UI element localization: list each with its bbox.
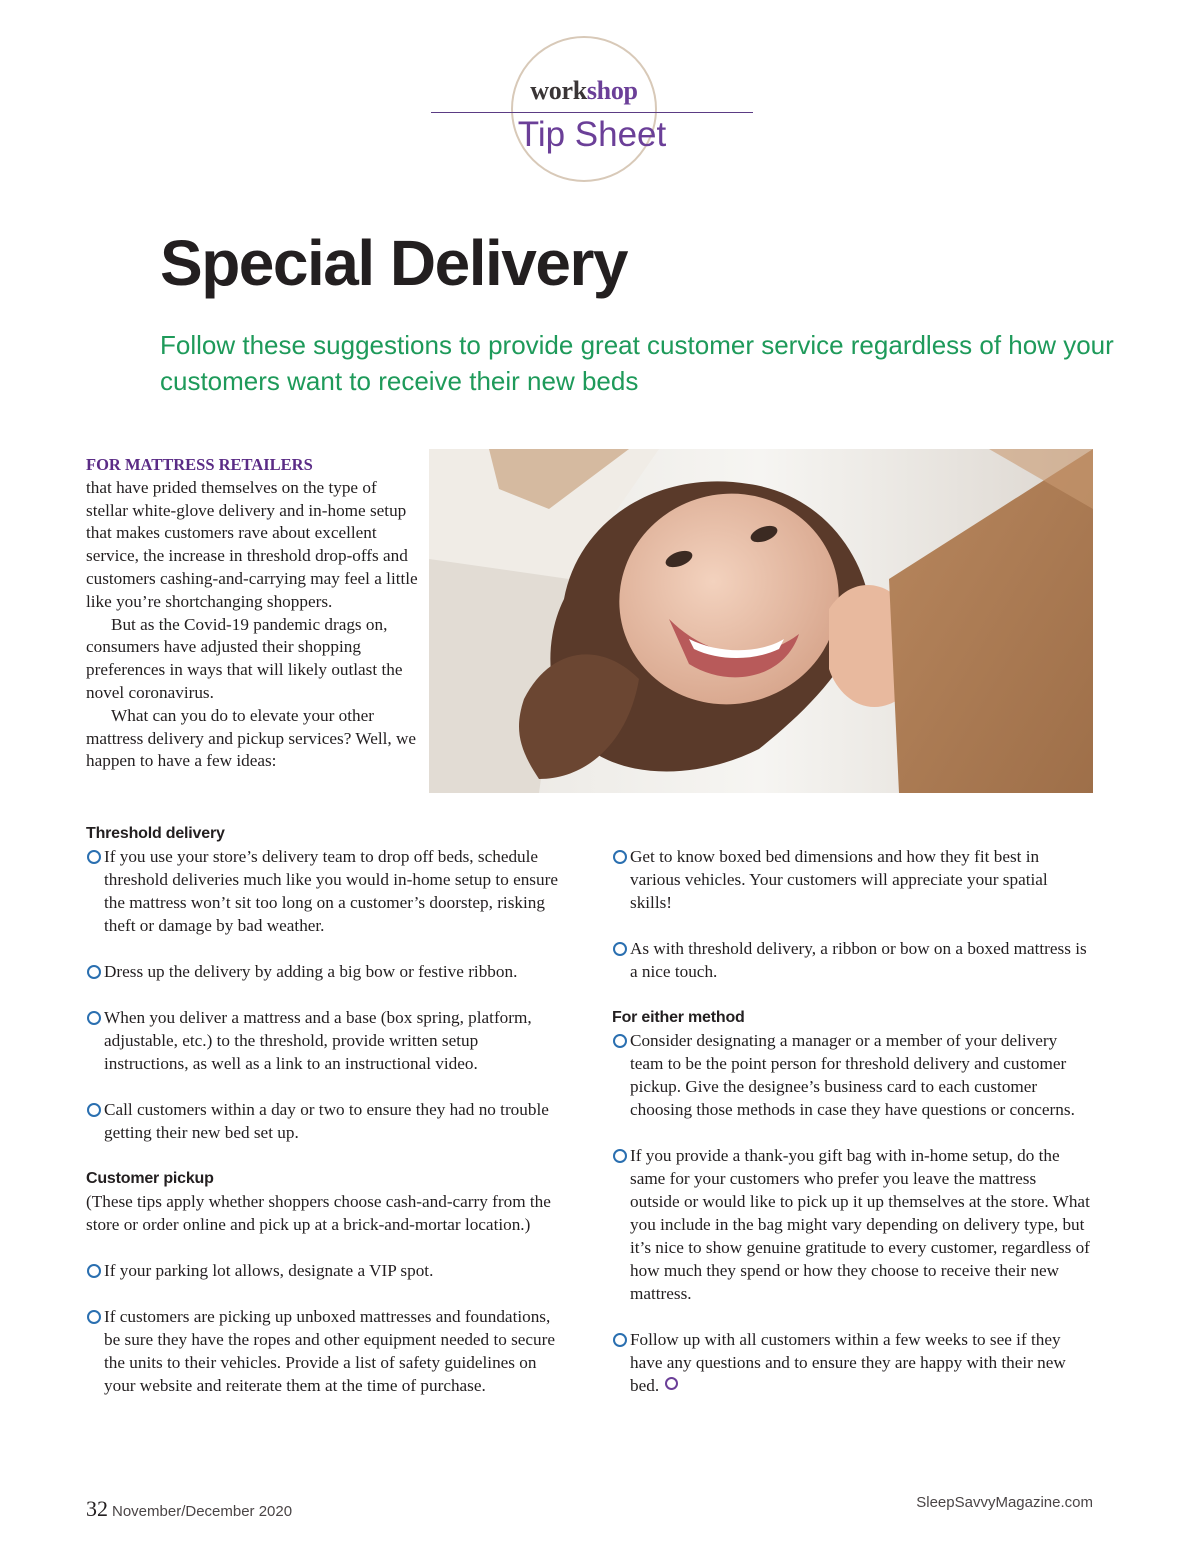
bullet-circle-icon (613, 1149, 627, 1163)
tip-text: As with threshold delivery, a ribbon or bow on a boxed mattress is a nice touch. (630, 939, 1087, 981)
bullet-circle-icon (613, 1034, 627, 1048)
bullet-circle-icon (87, 1103, 101, 1117)
section-heading-either: For either method (612, 1009, 745, 1026)
intro-paragraph-1: that have prided themselves on the type of stellar white-glove delivery and in-home setup that makes customers rave about excellent service, the increase in threshold drop-offs and customers cashing-and-carrying may feel a little like you’re shortchanging shoppers. (86, 477, 418, 611)
tip-text: Call customers within a day or two to ensure they had no trouble getting their new bed set up. (104, 1100, 549, 1142)
tip-text: Dress up the delivery by adding a big bow or festive ribbon. (104, 962, 518, 981)
section-heading-threshold: Threshold delivery (86, 825, 225, 842)
intro-paragraph-3: What can you do to elevate your other mattress delivery and pickup services? Well, we happen to have a few ideas: (86, 705, 417, 771)
section-heading-pickup: Customer pickup (86, 1170, 214, 1187)
bullet-circle-icon (87, 965, 101, 979)
tip-text: Get to know boxed bed dimensions and how they fit best in various vehicles. Your customers will appreciate your spatial skills! (630, 847, 1048, 912)
list-item (86, 845, 564, 937)
list-item (86, 1259, 564, 1282)
tip-text: If customers are picking up unboxed mattresses and foundations, be sure they have the ropes and other equipment needed to secure the units to their vehicles. Provide a list of safety guidelines on your website and reiterate them at the time of purchase. (104, 1307, 555, 1395)
tip-text: When you deliver a mattress and a base (box spring, platform, adjustable, etc.) to the threshold, provide written setup instructions, as well as a link to an instructional video. (104, 1008, 532, 1073)
badge-rule (431, 112, 753, 113)
bullet-circle-icon (87, 850, 101, 864)
workshop-badge-ring (511, 36, 657, 182)
workshop-label-shop: shop (586, 76, 638, 105)
list-item (612, 1328, 1090, 1397)
list-item (612, 845, 1090, 914)
end-mark-icon (665, 1377, 678, 1390)
list-item (612, 1029, 1090, 1121)
bullet-circle-icon (87, 1310, 101, 1324)
intro-lead: FOR MATTRESS RETAILERS (86, 455, 313, 474)
bullet-circle-icon (613, 1333, 627, 1347)
woman-with-box-photo (429, 449, 1093, 793)
bullet-circle-icon (87, 1011, 101, 1025)
bullet-circle-icon (613, 850, 627, 864)
bullet-circle-icon (87, 1264, 101, 1278)
page-title: Special Delivery (160, 227, 627, 299)
intro-text (86, 454, 418, 773)
list-item (86, 960, 564, 983)
page-folio (86, 1496, 292, 1522)
workshop-label-work: work (530, 76, 587, 105)
photo-illustration (429, 449, 1093, 793)
bullet-circle-icon (613, 942, 627, 956)
pickup-note: (These tips apply whether shoppers choose cash-and-carry from the store or order online and pick up at a brick-and-mortar location.) (86, 1192, 551, 1234)
magazine-website: SleepSavvyMagazine.com (916, 1494, 1093, 1511)
page-subtitle: Follow these suggestions to provide great customer service regardless of how your customers want to receive their new beds (160, 330, 1114, 396)
list-item (86, 1305, 564, 1397)
left-column (86, 822, 564, 1397)
intro-paragraph-2: But as the Covid-19 pandemic drags on, consumers have adjusted their shopping preferences in ways that will likely outlast the novel coronavirus. (86, 614, 403, 702)
tip-text: Follow up with all customers within a few weeks to see if they have any questions and to ensure they are happy with their new bed. (630, 1330, 1066, 1395)
tip-text: Consider designating a manager or a member of your delivery team to be the point person for threshold delivery and customer pickup. Give the designee’s business card to each customer choosing those methods in case they have questions or concerns. (630, 1031, 1075, 1119)
tip-text: If you use your store’s delivery team to drop off beds, schedule threshold deliveries much like you would in-home setup to ensure the mattress won’t sit too long on a customer’s doorstep, risking theft or damage by bad weather. (104, 847, 558, 935)
list-item (86, 1098, 564, 1144)
list-item (612, 937, 1090, 983)
tip-sheet-label: Tip Sheet (517, 115, 667, 154)
issue-date: November/December 2020 (112, 1503, 293, 1520)
tip-text: If you provide a thank-you gift bag with in-home setup, do the same for your customers who prefer you leave the mattress outside or would like to pick up it up themselves at the store. What you include in the bag might vary depending on delivery type, but it’s nice to show genuine gratitude to every customer, regardless of how much they spend or how they choose to receive their new mattress. (630, 1146, 1090, 1303)
tip-text: If your parking lot allows, designate a VIP spot. (104, 1261, 434, 1280)
workshop-label (511, 76, 657, 106)
page-number: 32 (86, 1496, 108, 1521)
right-column (612, 845, 1090, 1397)
list-item (612, 1144, 1090, 1305)
list-item (86, 1006, 564, 1075)
